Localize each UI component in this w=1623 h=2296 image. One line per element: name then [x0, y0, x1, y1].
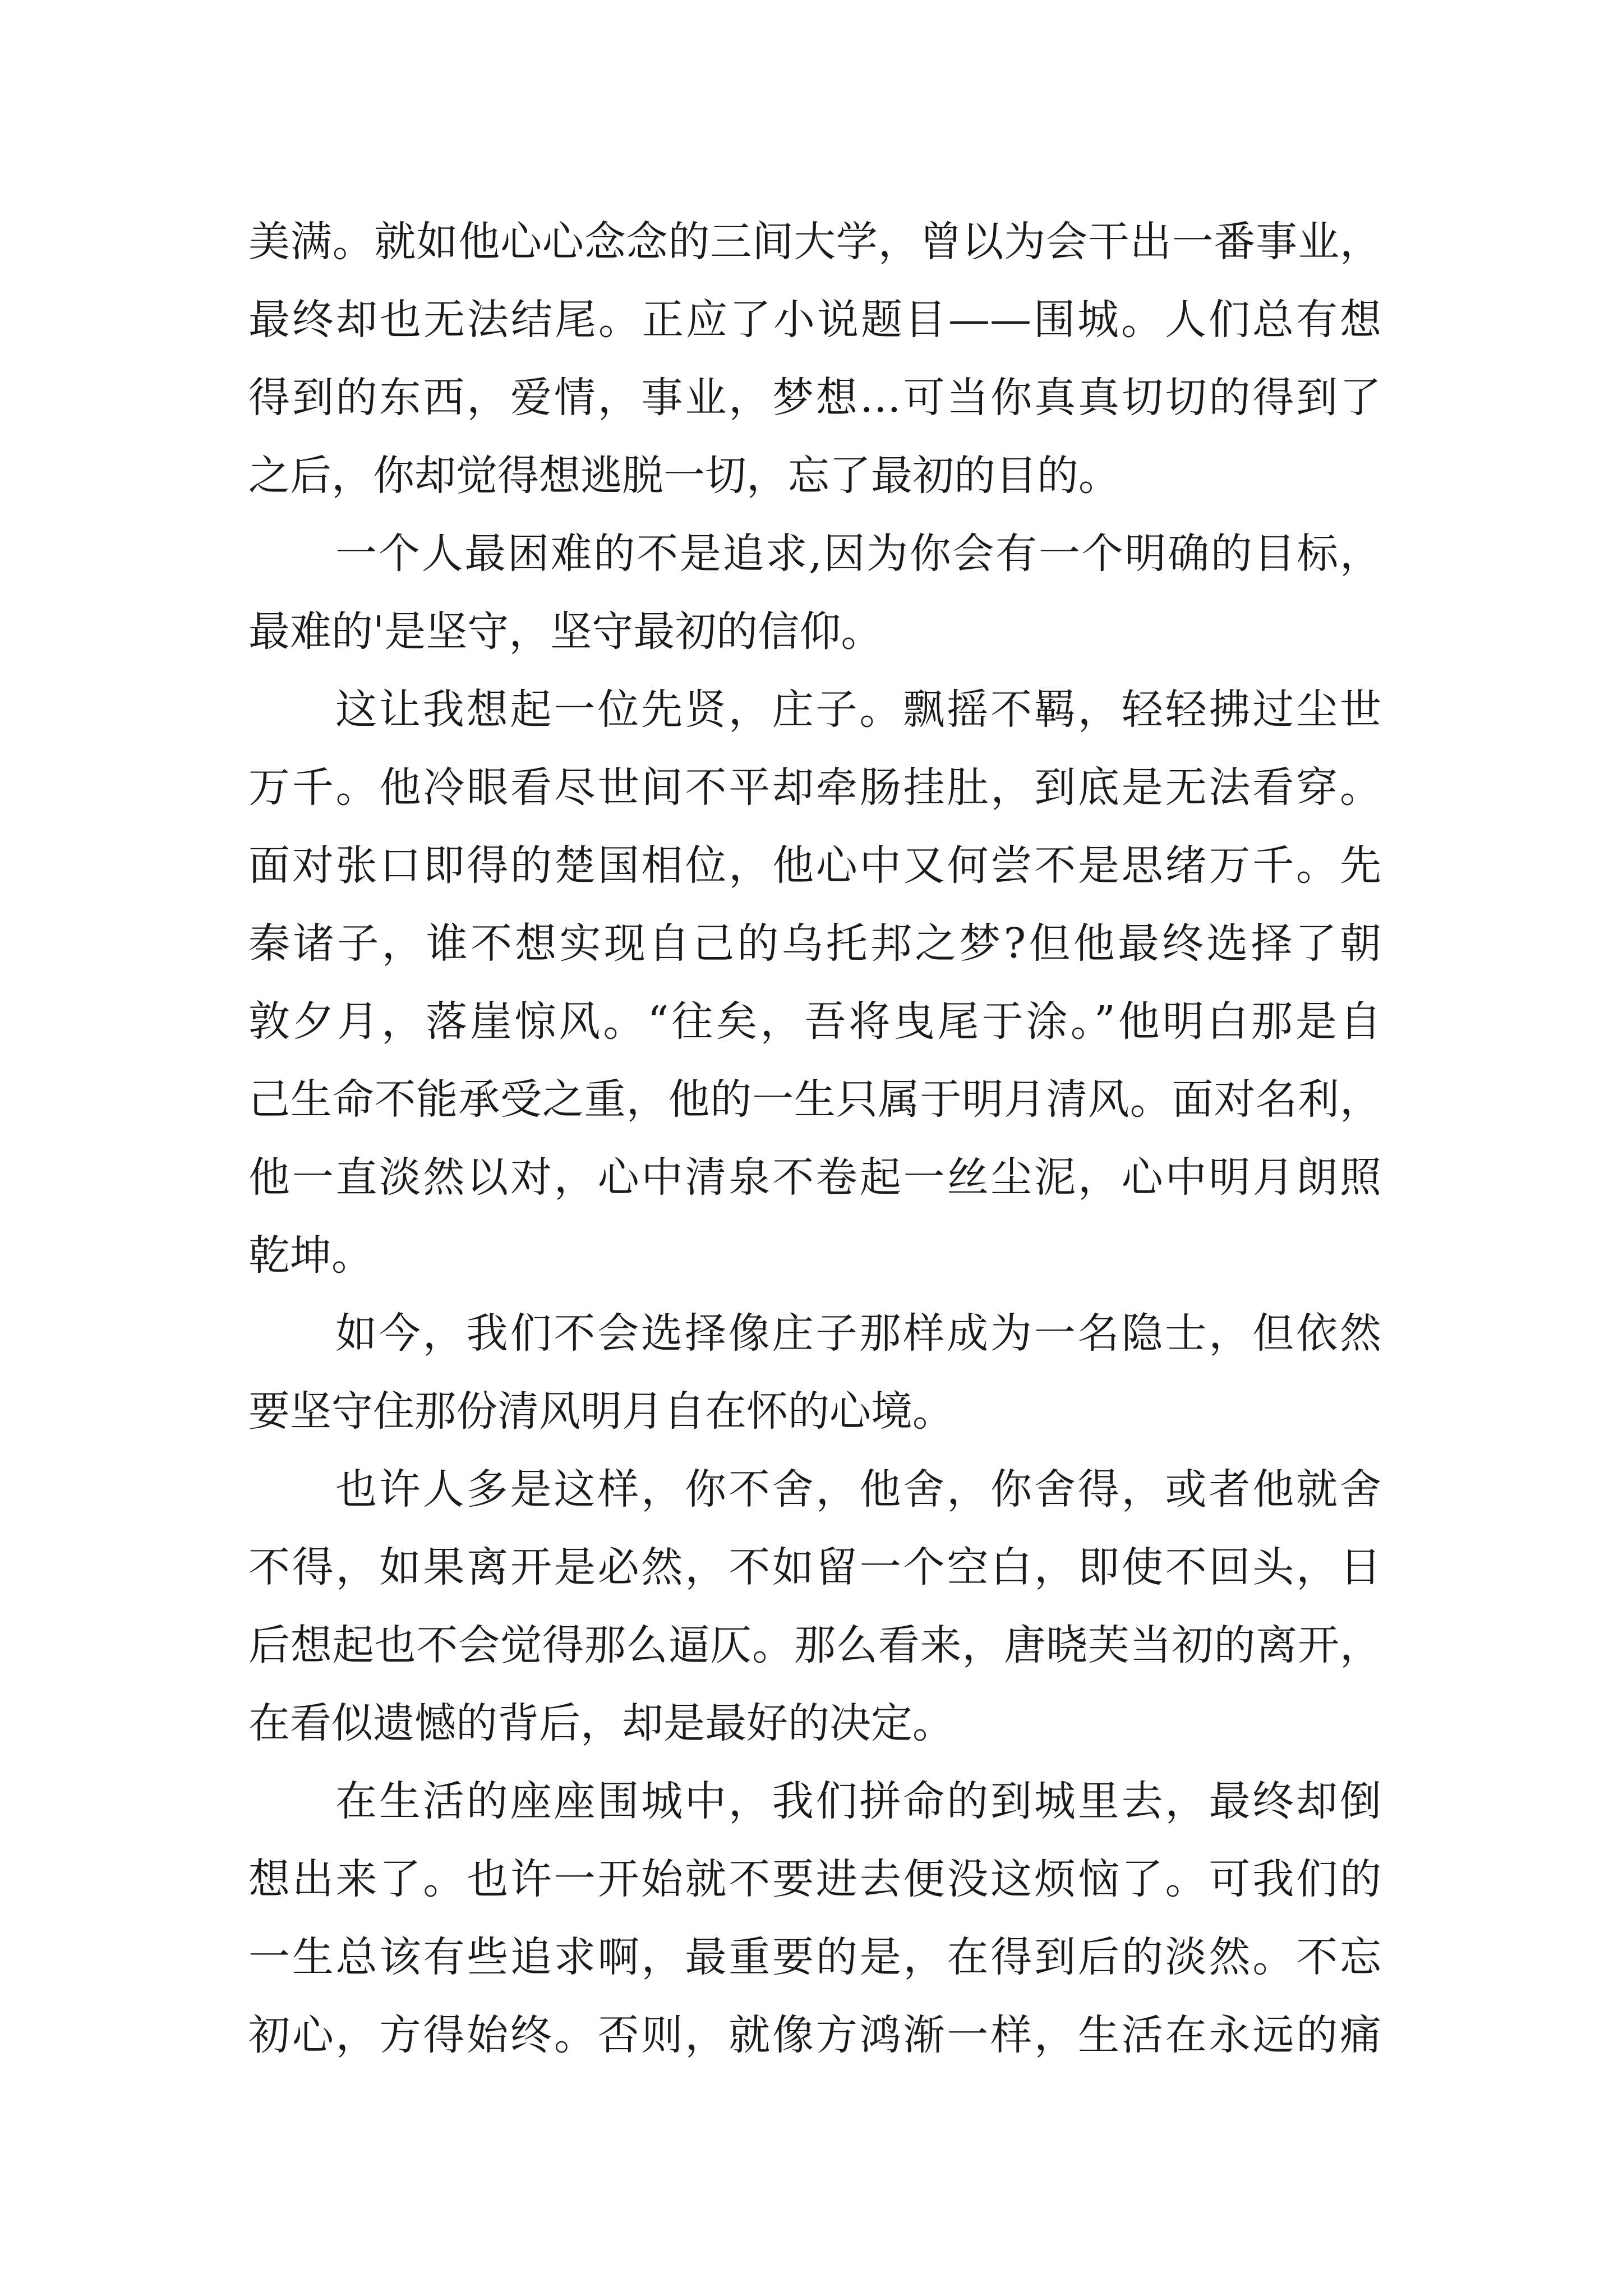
text-line: 在生活的座座围城中，我们拼命的到城里去，最终却倒 — [335, 1777, 1381, 1825]
text-line: 想出来了。也许一开始就不要进去便没这烦恼了。可我们的 — [248, 1855, 1381, 1903]
text-line: 敦夕月，落崖惊风。“往矣，吾将曳尾于涂。”他明白那是自 — [248, 997, 1381, 1046]
text-line: 最难的'是坚守，坚守最初的信仰。 — [248, 608, 883, 656]
text-line: 也许人多是这样，你不舍，他舍，你舍得，或者他就舍 — [335, 1465, 1381, 1513]
paragraph — [248, 1763, 1381, 2074]
text-line: 在看似遗憾的背后，却是最好的决定。 — [248, 1699, 954, 1747]
paragraph — [248, 671, 1381, 1295]
paragraph — [248, 515, 1381, 671]
paragraph — [248, 203, 1381, 515]
text-line: 他一直淡然以对，心中清泉不卷起一丝尘泥，心中明月朗照 — [248, 1153, 1381, 1202]
document-body — [248, 203, 1381, 2074]
text-line: 面对张口即得的楚国相位，他心中又何尝不是思绪万千。先 — [248, 841, 1381, 890]
text-line: 要坚守住那份清风明月自在怀的心境。 — [248, 1387, 954, 1435]
text-line: 一生总该有些追求啊，最重要的是，在得到后的淡然。不忘 — [248, 1933, 1381, 1981]
text-line: 己生命不能承受之重，他的一生只属于明月清风。面对名利， — [248, 1075, 1381, 1124]
text-line: 得到的东西，爱情，事业，梦想…可当你真真切切的得到了 — [248, 374, 1381, 422]
paragraph — [248, 1295, 1381, 1451]
text-line: 最终却也无法结尾。正应了小说题目——围城。人们总有想 — [248, 296, 1381, 344]
paragraph — [248, 1451, 1381, 1763]
text-line: 这让我想起一位先贤，庄子。飘摇不羁，轻轻拂过尘世 — [335, 685, 1381, 734]
text-line: 后想起也不会觉得那么逼仄。那么看来，唐晓芙当初的离开， — [248, 1621, 1381, 1669]
text-line: 如今，我们不会选择像庄子那样成为一名隐士，但依然 — [335, 1309, 1381, 1358]
text-line: 不得，如果离开是必然，不如留一个空白，即使不回头，日 — [248, 1543, 1381, 1591]
text-line: 秦诸子，谁不想实现自己的乌托邦之梦?但他最终选择了朝 — [248, 919, 1381, 968]
text-line: 之后，你却觉得想逃脱一切，忘了最初的目的。 — [248, 452, 1120, 500]
text-line: 乾坤。 — [248, 1231, 373, 1280]
text-line: 一个人最困难的不是追求,因为你会有一个明确的目标， — [335, 530, 1381, 578]
text-line: 美满。就如他心心念念的三间大学，曾以为会干出一番事业， — [248, 218, 1381, 266]
text-line: 万千。他冷眼看尽世间不平却牵肠挂肚，到底是无法看穿。 — [248, 763, 1381, 812]
text-line: 初心，方得始终。否则，就像方鸿渐一样，生活在永远的痛 — [248, 2011, 1381, 2059]
